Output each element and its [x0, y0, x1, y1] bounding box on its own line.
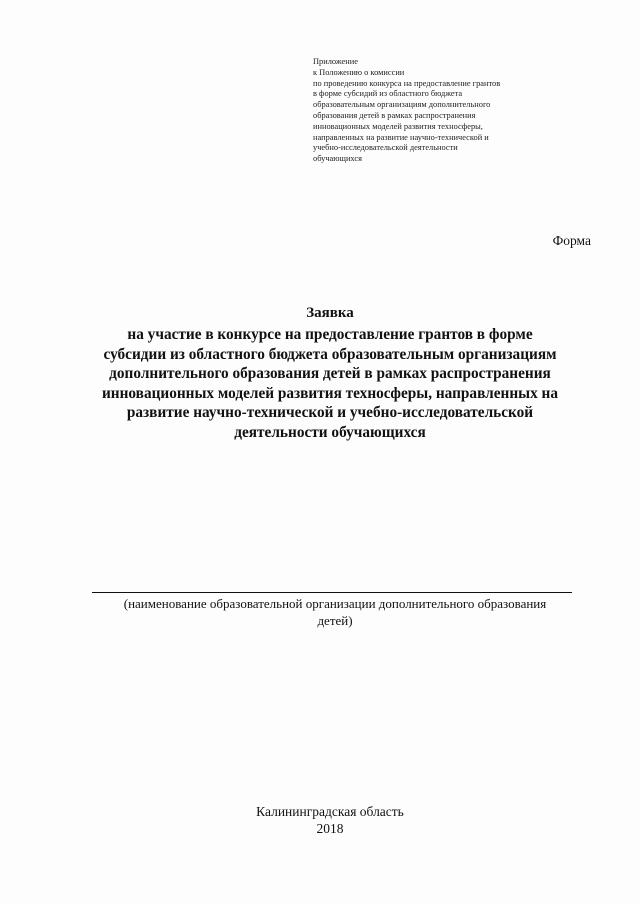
appendix-line: образования детей в рамках распространения [313, 110, 476, 120]
organization-name-line [92, 592, 572, 593]
title-line: развитие научно-технической и учебно-исследовательской [126, 404, 534, 421]
appendix-line: Приложение [313, 57, 358, 66]
appendix-note [313, 57, 573, 165]
application-title [60, 303, 600, 442]
form-label: Форма [552, 233, 591, 248]
caption-line: (наименование образовательной организации дополнительного образования [123, 596, 547, 611]
appendix-line: инновационных моделей развития техносферы, [313, 121, 483, 131]
title-line: субсидии из областного бюджета образовательным организациям [103, 345, 557, 363]
appendix-line: в форме субсидий из областного бюджета [313, 89, 463, 99]
title-line: дополнительного образования детей в рамках распространения [109, 365, 551, 382]
title-line: инновационных моделей развития техносферы, направленных на [101, 384, 559, 402]
title-line: деятельности обучающихся [234, 423, 426, 441]
appendix-line: направленных на развитие научно-технической и [313, 132, 489, 142]
appendix-line: образовательным организациям дополнительного [313, 100, 491, 110]
region-text: Калининградская область [256, 804, 404, 819]
caption-line: детей) [317, 612, 353, 628]
organization-name-caption [80, 596, 590, 629]
title-main: Заявка [306, 305, 354, 321]
appendix-line: обучающихся [313, 154, 362, 164]
appendix-line: к Положению о комиссии [313, 67, 405, 77]
footer [220, 803, 440, 837]
title-line: на участие в конкурсе на предоставление грантов в форме [127, 326, 533, 343]
appendix-line: по проведению конкурса на предоставление грантов [313, 78, 501, 88]
year-text: 2018 [316, 821, 344, 836]
appendix-line: учебно-исследовательской деятельности [313, 143, 458, 153]
